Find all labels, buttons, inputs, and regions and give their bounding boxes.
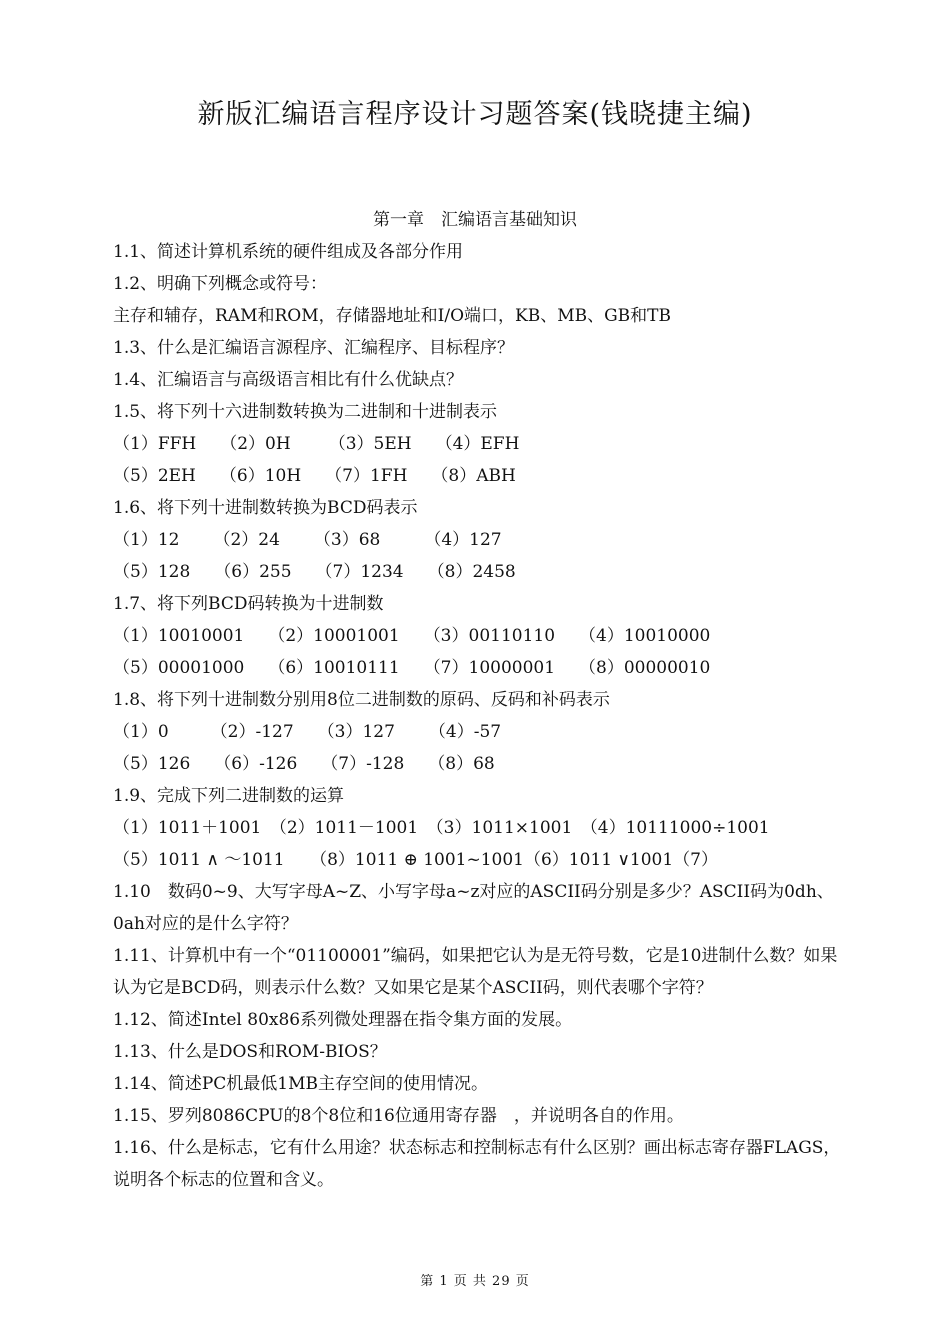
- question-1-3: 1.3、什么是汇编语言源程序、汇编程序、目标程序？: [113, 338, 515, 358]
- option: （1）12: [113, 530, 180, 550]
- option: （2）0H: [220, 434, 291, 454]
- question-1-15: 1.15、罗列8086CPU的8个8位和16位通用寄存器 ，并说明各自的作用。: [113, 1106, 684, 1126]
- option-row: [113, 556, 843, 588]
- option: （2）24: [213, 530, 280, 550]
- option: （8）ABH: [431, 466, 516, 486]
- option: （2）-127: [210, 722, 294, 742]
- option: （5）126: [113, 754, 191, 774]
- option: （1）0: [113, 722, 169, 742]
- option: （2）10001001: [268, 626, 400, 646]
- question-1-14: 1.14、简述PC机最低1MB主存空间的使用情况。: [113, 1074, 489, 1094]
- option: （6）255: [214, 562, 292, 582]
- option: （6）10010111: [268, 658, 400, 678]
- option: （3）00110110: [423, 626, 556, 646]
- option: （6）10H: [219, 466, 302, 486]
- question-1-13: 1.13、什么是DOS和ROM-BIOS？: [113, 1042, 387, 1062]
- option-row: [113, 428, 843, 460]
- page-footer: 第 1 页 共 29 页: [420, 1274, 530, 1289]
- option: （7）10000001: [423, 658, 556, 678]
- document-title: 新版汇编语言程序设计习题答案(钱晓捷主编): [197, 99, 753, 130]
- option-row: [113, 524, 843, 556]
- option-row: （5）1011 ∧ ～1011 （8）1011 ⊕ 1001~1001（6）1011 ∨1001（7）: [113, 850, 719, 870]
- option: （1）10010001: [113, 626, 245, 646]
- question-list: [113, 236, 843, 1196]
- option: （7）1FH: [325, 466, 408, 486]
- option: （4）127: [424, 530, 502, 550]
- question-1-10: 1.10 数码0~9、大写字母A~Z、小写字母a~z对应的ASCII码分别是多少？ASCII码为0dh、0ah对应的是什么字符？: [113, 882, 834, 934]
- question-1-16: 1.16、什么是标志，它有什么用途？状态标志和控制标志有什么区别？画出标志寄存器FLAGS，说明各个标志的位置和含义。: [113, 1138, 841, 1190]
- option: （5）2EH: [113, 466, 196, 486]
- option-row: [113, 620, 843, 652]
- option: （5）128: [113, 562, 191, 582]
- option: （7）-128: [321, 754, 405, 774]
- question-1-2-detail: 主存和辅存，RAM和ROM，存储器地址和I/O端口，KB、MB、GB和TB: [113, 306, 672, 326]
- question-1-9: 1.9、完成下列二进制数的运算: [113, 786, 345, 806]
- option: （8）68: [428, 754, 495, 774]
- question-1-1: 1.1、简述计算机系统的硬件组成及各部分作用: [113, 242, 464, 262]
- question-1-12: 1.12、简述Intel 80x86系列微处理器在指令集方面的发展。: [113, 1010, 573, 1030]
- option-row: [113, 460, 843, 492]
- option: （3）68: [313, 530, 381, 550]
- question-1-4: 1.4、汇编语言与高级语言相比有什么优缺点？: [113, 370, 464, 390]
- option-row: [113, 748, 843, 780]
- chapter-heading: 第一章 汇编语言基础知识: [373, 210, 577, 230]
- option: （5）00001000: [113, 658, 245, 678]
- option: （3）5EH: [328, 434, 412, 454]
- question-1-11: 1.11、计算机中有一个“01100001”编码，如果把它认为是无符号数，它是10进制什么数？如果认为它是BCD码，则表示什么数？又如果它是某个ASCII码，则代表哪个字符？: [113, 946, 838, 998]
- option: （4）-57: [428, 722, 502, 742]
- option: （6）-126: [214, 754, 298, 774]
- question-1-2: 1.2、明确下列概念或符号：: [113, 274, 328, 294]
- question-1-6: 1.6、将下列十进制数转换为BCD码表示: [113, 498, 418, 518]
- option: （4）10010000: [579, 626, 711, 646]
- question-1-5: 1.5、将下列十六进制数转换为二进制和十进制表示: [113, 402, 498, 422]
- option: （4）EFH: [435, 434, 520, 454]
- option: （7）1234: [315, 562, 404, 582]
- option: （3）127: [317, 722, 395, 742]
- question-1-7: 1.7、将下列BCD码转换为十进制数: [113, 594, 384, 614]
- option: （1）FFH: [113, 434, 197, 454]
- option: （8）00000010: [579, 658, 711, 678]
- option-row: （1）1011＋1001 （2）1011－1001 （3）1011×1001 （4）10111000÷1001: [113, 818, 770, 838]
- option-row: [113, 716, 843, 748]
- question-1-8: 1.8、将下列十进制数分别用8位二进制数的原码、反码和补码表示: [113, 690, 610, 710]
- option: （8）2458: [427, 562, 516, 582]
- option-row: [113, 652, 843, 684]
